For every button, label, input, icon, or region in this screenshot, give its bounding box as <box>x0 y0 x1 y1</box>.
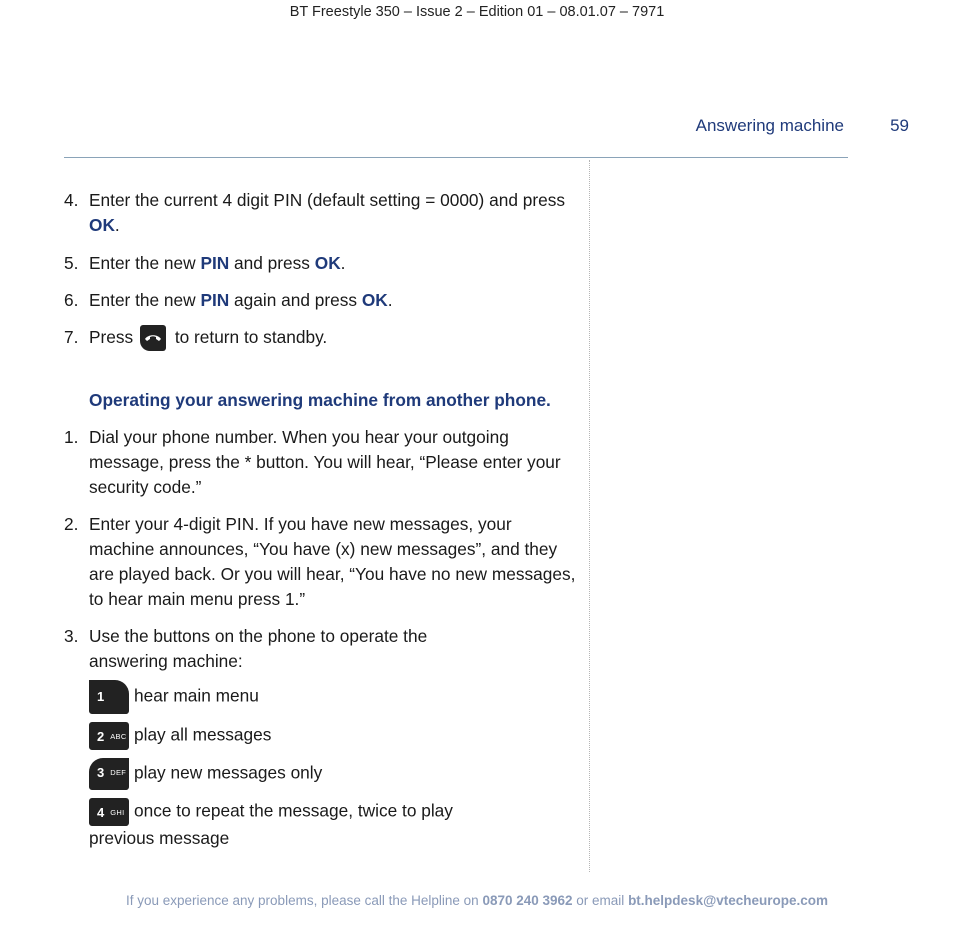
pin-key-label: PIN <box>200 290 230 310</box>
ok-key-label: OK <box>89 215 115 235</box>
step-6 <box>64 288 579 313</box>
pin-key-label: PIN <box>200 253 230 273</box>
section-title: Answering machine <box>695 116 844 135</box>
key-digit: 1 <box>97 689 105 705</box>
step-text-end: . <box>114 215 120 235</box>
key-letters: ABC <box>110 731 127 741</box>
main-column <box>64 188 579 851</box>
key-row-3 <box>64 758 579 790</box>
step-text: Enter the current 4 digit PIN (default setting = 0000) and press <box>89 190 565 210</box>
step-text: Enter the new <box>89 253 201 273</box>
step-text: Enter the new <box>89 290 201 310</box>
key-digit: 3 <box>97 765 105 781</box>
key-digit: 2 <box>97 728 105 744</box>
key-row-2 <box>64 722 579 750</box>
footer-text: If you experience any problems, please call the Helpline on <box>125 893 483 908</box>
step-number: 1. <box>64 427 79 448</box>
end-call-icon <box>140 325 166 351</box>
ok-key-label: OK <box>314 253 341 273</box>
subheading: Operating your answering machine from another phone. <box>89 390 551 411</box>
step-5 <box>64 251 579 276</box>
helpline-phone: 0870 240 3962 <box>482 893 573 908</box>
helpline-footer <box>0 893 954 908</box>
step-text-end: to return to standby. <box>174 327 328 347</box>
step-number: 7. <box>64 327 79 347</box>
step-b2 <box>64 512 579 612</box>
step-7 <box>64 325 579 351</box>
step-text: Enter your 4-digit PIN. If you have new messages, your machine announces, “You have (x) new messages”, and they are played back. Or you will hear, “You have no new messages, to hear main menu press 1.” <box>89 514 576 610</box>
footer-text-mid: or email <box>572 893 629 908</box>
key-4-icon <box>89 798 129 826</box>
key-digit: 4 <box>97 804 105 820</box>
key-1-icon <box>89 680 129 714</box>
column-divider <box>589 160 590 872</box>
step-text-end: . <box>340 253 346 273</box>
key-2-icon <box>89 722 129 750</box>
step-4 <box>64 188 579 238</box>
key-3-icon <box>89 758 129 790</box>
step-number: 5. <box>64 253 79 273</box>
helpdesk-email: bt.helpdesk@vtecheurope.com <box>628 893 829 908</box>
step-text-mid: again and press <box>229 290 362 310</box>
step-text-mid: and press <box>229 253 315 273</box>
step-number: 6. <box>64 290 79 310</box>
key-letters: DEF <box>110 768 127 778</box>
step-text-end: . <box>387 290 393 310</box>
step-number: 2. <box>64 514 79 535</box>
step-text: Use the buttons on the phone to operate the answering machine: <box>89 626 428 672</box>
step-number: 4. <box>64 190 79 210</box>
step-number: 3. <box>64 626 79 647</box>
step-b1 <box>64 425 579 500</box>
key-description: hear main menu <box>134 686 259 706</box>
ok-key-label: OK <box>361 290 388 310</box>
step-text: Press <box>89 327 134 347</box>
key-description: once to repeat the message, twice to play previous message <box>89 801 453 849</box>
page-number: 59 <box>890 116 909 135</box>
header-rule <box>64 157 848 158</box>
key-row-4 <box>64 798 469 851</box>
step-b3 <box>64 624 449 674</box>
document-meta: BT Freestyle 350 – Issue 2 – Edition 01 – 08.01.07 – 7971 <box>289 4 665 20</box>
key-description: play new messages only <box>134 763 323 783</box>
step-text: Dial your phone number. When you hear your outgoing message, press the * button. You will hear, “Please enter your security code.” <box>89 427 561 498</box>
key-description: play all messages <box>134 725 272 745</box>
key-row-1 <box>64 680 579 714</box>
key-letters: GHI <box>110 807 125 817</box>
